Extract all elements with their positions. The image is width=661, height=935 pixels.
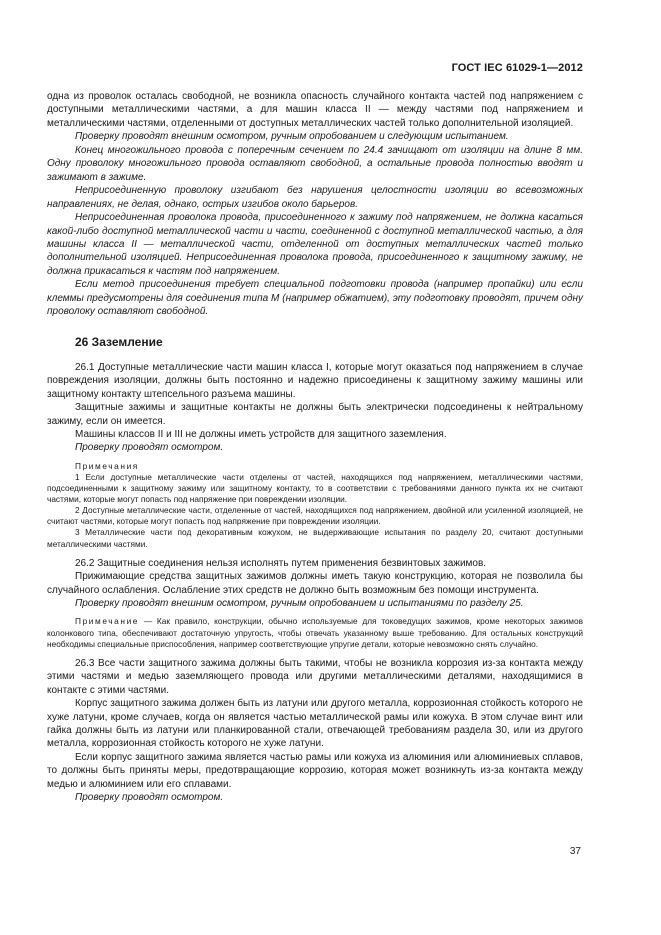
paragraph: Машины классов II и III не должны иметь устройств для защитного заземления. [75,428,447,440]
paragraph-verification: Проверку проводят внешним осмотром, ручным опробованием и испытаниями по разделу 25. [75,597,524,609]
note-2: 2 Доступные металлические части, отделенные от частей, находящихся под напряжением, двойной или усиленной изоляцией, не считают частями, которые могут попасть под напряжение при повреждении изоляции. [47,505,583,527]
paragraph: одна из проволок осталась свободной, не возникла опасность случайного контакта частей под напряжением с доступными металлическими частями, а для машин класса II — между частями под напряжением и металлическими частями, отделенными от доступных металлических частей только дополнительной изоляцией. [47,91,583,129]
paragraph: Конец многожильного провода с поперечным сечением по 24.4 зачищают от изоляции на длине 8 мм. Одну проволоку многожильного провода оставляют свободной, а остальные провода полностью вводят и зажимают в зажиме. [47,144,583,183]
document-code-header: ГОСТ IEC 61029-1—2012 [451,62,583,74]
clause-26-3: 26.3 Все части защитного зажима должны быть такими, чтобы не возникла коррозия из-за контакта между этими частями и медью заземляющего провода или другими металлическими деталями, находящимися в контакте с этими частями. [47,657,583,696]
paragraph: Защитные зажимы и защитные контакты не должны быть электрически подсоединены к нейтральному зажиму, если он имеется. [47,402,583,427]
paragraph: Если корпус защитного зажима является частью рамы или кожуха из алюминия или алюминиевых сплавов, то должны быть приняты меры, предотвращающие коррозию, которая может возникнуть из-за контакта между медью и алюминием или его сплавами. [47,751,583,790]
clause-26-1: 26.1 Доступные металлические части машин класса I, которые могут оказаться под напряжением в случае повреждения изоляции, должны быть постоянно и надежно присоединены к защитному зажиму машины или защитному контакту штепсельного разъема машины. [47,361,583,400]
paragraph: Если метод присоединения требует специальной подготовки провода (например пропайки) или если клеммы предусмотрены для соединения типа М (например обжатием), эту подготовку проводят, причем одну проволоку оставляют свободной. [47,279,583,318]
note-text: — Как правило, конструкции, обычно используемые для токоведущих зажимов, кроме некоторых зажимов колонкового типа, обеспечивают достаточную упругость, чтобы отвечать указанному выше требованию. Для остальных конструкций необходимы специальные приспособления, например соответствующие упругие детали, которые невозможно снять случайно. [47,616,583,649]
notes-heading: Примечания [75,460,139,471]
note-1: 1 Если доступные металлические части отделены от частей, находящихся под напряжением, металлическими частями, подсоединенными к защитному зажиму или защитному контакту, то в соответствии с требованиями данного пункта их не считают частями, которые могут попасть под напряжение при повреждении изоляции. [47,471,583,505]
note-3: 3 Металлические части под декоративным кожухом, не выдерживающие испытания по разделу 20, считают доступными металлическими частями. [47,527,583,549]
clause-26-2: 26.2 Защитные соединения нельзя исполнять путем применения безвинтовых зажимов. [75,557,487,569]
paragraph: Неприсоединенную проволоку изгибают без нарушения целостности изоляции во всевозможных направлениях, не делая, однако, острых изгибов около барьеров. [47,185,583,210]
paragraph-verification: Проверку проводят осмотром. [75,792,224,804]
note-label: Примечание [75,616,140,627]
paragraph: Прижимающие средства защитных зажимов должны иметь такую конструкцию, которая не позволила бы случайного ослабления. Ослабление этих средств не должно быть возможным без помощи инструмента. [47,571,583,596]
paragraph: Корпус защитного зажима должен быть из латуни или другого металла, коррозионная стойкость которого не хуже латуни, кроме случаев, когда он является частью металлической рамы или кожуха. В этом случае винт или гайка должны быть из латуни или планкированной стали, отвечающей требованиям раздела 30, или из другого металла, коррозионная стойкость которого не хуже латуни. [47,698,583,750]
section-heading: 26 Заземление [75,334,163,349]
page-body [47,90,583,805]
paragraph-verification: Проверку проводят осмотром. [75,442,224,454]
paragraph-verification: Проверку проводят внешним осмотром, ручным опробованием и следующим испытанием. [75,131,509,143]
note-4 [47,616,583,649]
paragraph: Неприсоединенная проволока провода, присоединенного к зажиму под напряжением, не должна касаться какой-либо доступной металлической части и части, соединенной с доступной металлической частью, а для машины класса II — металлической части, отделенной от доступных металлических частей только дополнительной изоляцией. Неприсоединенная проволока провода, присоединенного к защитному зажиму, не должна прикасаться к частям под напряжением. [47,212,583,277]
page-number: 37 [569,846,581,857]
